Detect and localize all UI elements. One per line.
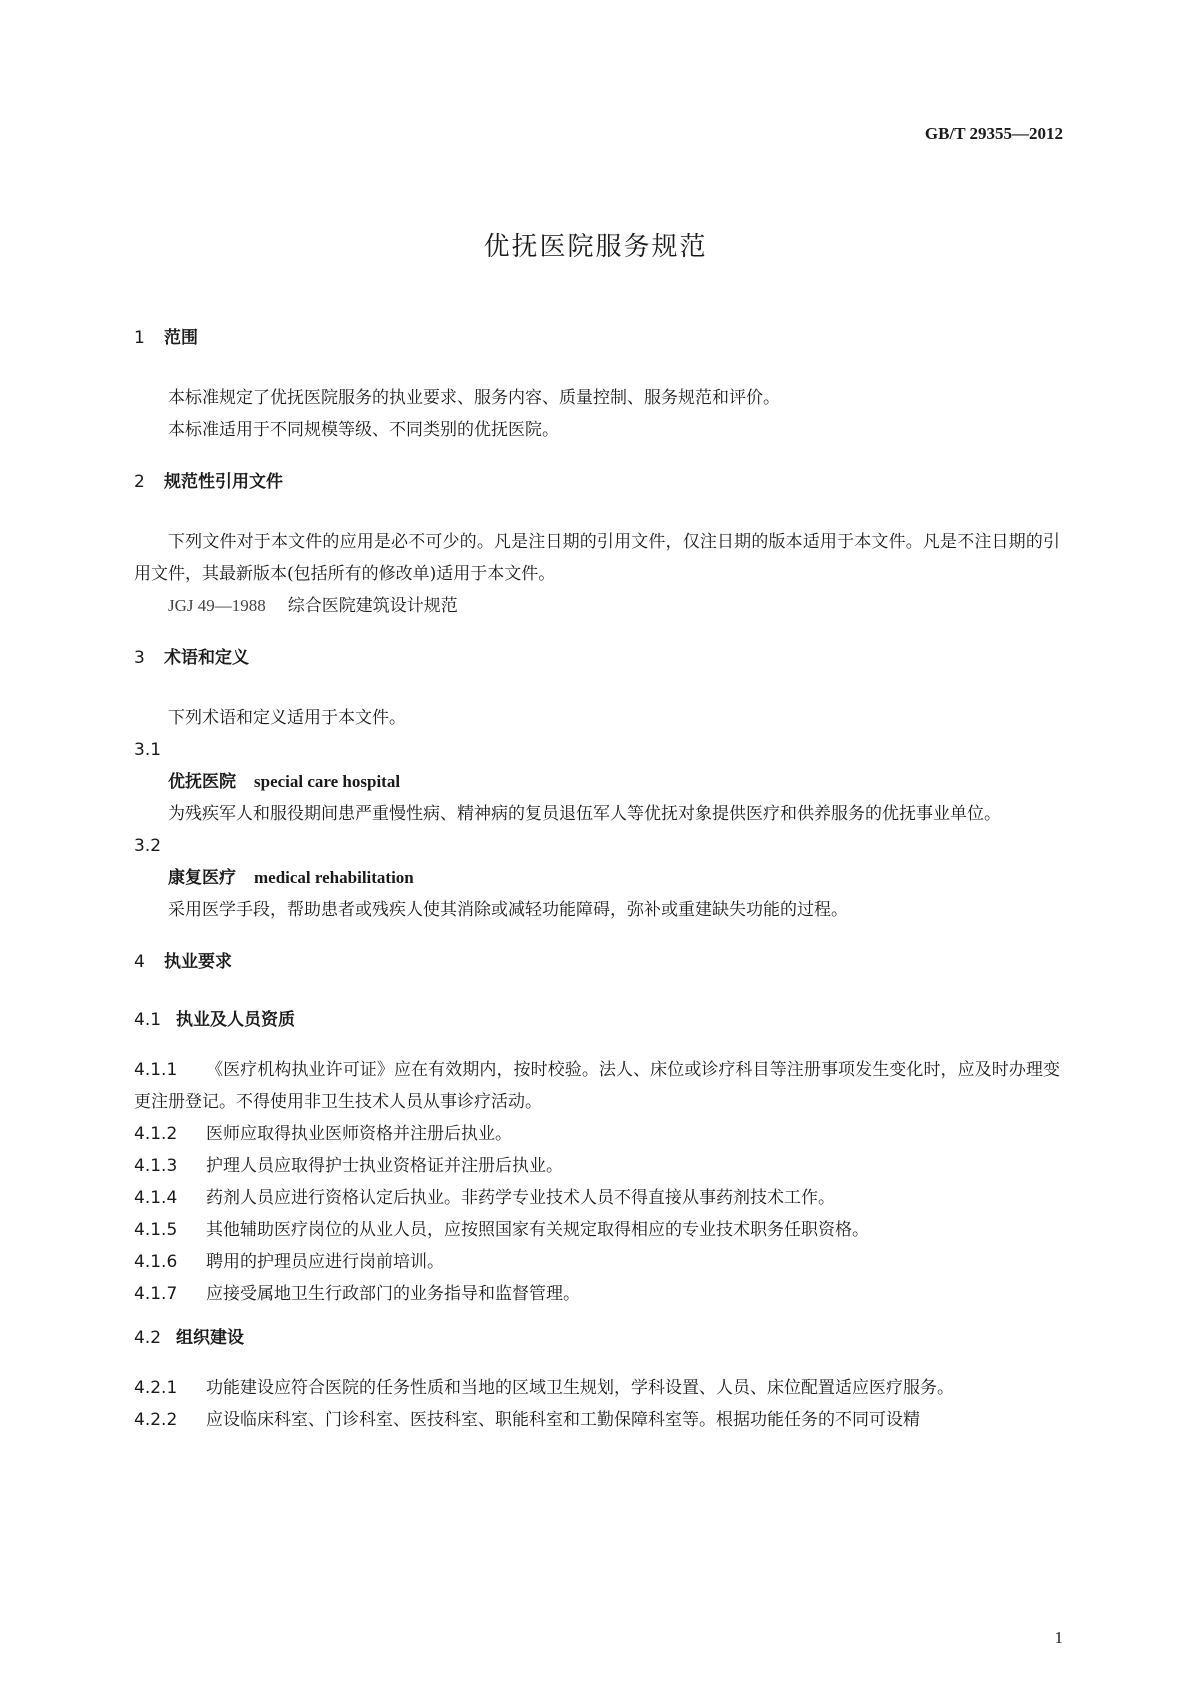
section-number: 3 <box>134 648 145 668</box>
clause-number: 4.1.6 <box>134 1252 178 1272</box>
section-4-heading <box>134 948 1060 976</box>
clause-number: 4.1.5 <box>134 1220 178 1240</box>
normative-reference <box>134 590 1060 622</box>
subsection-4-1-heading <box>134 1006 1060 1034</box>
clause <box>134 1182 1060 1214</box>
section-2-heading <box>134 468 1060 496</box>
reference-title: 综合医院建筑设计规范 <box>287 596 458 616</box>
document-body <box>134 324 1060 1436</box>
section-1-heading <box>134 324 1060 352</box>
clause-text: 应接受属地卫生行政部门的业务指导和监督管理。 <box>206 1284 580 1304</box>
section-number: 2 <box>134 472 145 492</box>
term-entry <box>134 766 1060 798</box>
page-number: 1 <box>1054 1628 1063 1647</box>
clause-text: 其他辅助医疗岗位的从业人员，应按照国家有关规定取得相应的专业技术职务任职资格。 <box>206 1220 869 1240</box>
section-3-heading <box>134 644 1060 672</box>
clause <box>134 1372 1060 1404</box>
clause-number: 4.1.3 <box>134 1156 178 1176</box>
subsection-4-2-heading <box>134 1324 1060 1352</box>
term-english: medical rehabilitation <box>254 868 414 887</box>
reference-code: JGJ 49—1988 <box>168 596 266 615</box>
paragraph: 本标准适用于不同规模等级、不同类别的优抚医院。 <box>168 420 559 440</box>
clause-text: 《医疗机构执业许可证》应在有效期内，按时校验。法人、床位或诊疗科目等注册事项发生变化时，应及时办理变更注册登记。不得使用非卫生技术人员从事诊疗活动。 <box>134 1060 1060 1112</box>
clause-number: 4.1.7 <box>134 1284 178 1304</box>
clause-number: 4.2.1 <box>134 1378 178 1398</box>
term-definition: 采用医学手段，帮助患者或残疾人使其消除或减轻功能障碍，弥补或重建缺失功能的过程。 <box>168 900 848 920</box>
section-number: 1 <box>134 328 145 348</box>
clause-text: 药剂人员应进行资格认定后执业。非药学专业技术人员不得直接从事药剂技术工作。 <box>206 1188 835 1208</box>
section-title: 规范性引用文件 <box>164 472 283 492</box>
clause <box>134 1054 1060 1118</box>
term-english: special care hospital <box>254 772 401 791</box>
clause <box>134 1150 1060 1182</box>
section-title: 范围 <box>164 328 198 348</box>
term-number: 3.1 <box>134 740 162 760</box>
paragraph: 下列文件对于本文件的应用是必不可少的。凡是注日期的引用文件，仅注日期的版本适用于本文件。凡是不注日期的引用文件，其最新版本(包括所有的修改单)适用于本文件。 <box>134 532 1060 584</box>
term-chinese: 优抚医院 <box>168 772 236 792</box>
subsection-number: 4.2 <box>134 1328 162 1348</box>
paragraph: 本标准规定了优抚医院服务的执业要求、服务内容、质量控制、服务规范和评价。 <box>168 388 780 408</box>
clause-number: 4.1.1 <box>134 1060 178 1080</box>
clause <box>134 1118 1060 1150</box>
section-number: 4 <box>134 952 145 972</box>
clause <box>134 1246 1060 1278</box>
clause-number: 4.1.2 <box>134 1124 178 1144</box>
term-definition: 为残疾军人和服役期间患严重慢性病、精神病的复员退伍军人等优抚对象提供医疗和供养服务的优抚事业单位。 <box>168 804 1001 824</box>
paragraph: 下列术语和定义适用于本文件。 <box>168 708 406 728</box>
clause-text: 应设临床科室、门诊科室、医技科室、职能科室和工勤保障科室等。根据功能任务的不同可设精 <box>206 1410 920 1430</box>
clause-text: 聘用的护理员应进行岗前培训。 <box>206 1252 444 1272</box>
clause-text: 护理人员应取得护士执业资格证并注册后执业。 <box>206 1156 563 1176</box>
section-title: 执业要求 <box>164 952 232 972</box>
clause-text: 医师应取得执业医师资格并注册后执业。 <box>206 1124 512 1144</box>
term-chinese: 康复医疗 <box>168 868 236 888</box>
document-title: 优抚医院服务规范 <box>483 232 708 262</box>
subsection-title: 执业及人员资质 <box>176 1010 295 1030</box>
clause-text: 功能建设应符合医院的任务性质和当地的区域卫生规划，学科设置、人员、床位配置适应医疗服务。 <box>206 1378 954 1398</box>
clause <box>134 1278 1060 1310</box>
clause <box>134 1214 1060 1246</box>
term-number: 3.2 <box>134 836 162 856</box>
term-entry <box>134 862 1060 894</box>
clause <box>134 1404 1060 1436</box>
standard-code: GB/T 29355—2012 <box>924 124 1063 143</box>
clause-number: 4.1.4 <box>134 1188 178 1208</box>
subsection-title: 组织建设 <box>176 1328 244 1348</box>
clause-number: 4.2.2 <box>134 1410 178 1430</box>
subsection-number: 4.1 <box>134 1010 162 1030</box>
section-title: 术语和定义 <box>164 648 249 668</box>
